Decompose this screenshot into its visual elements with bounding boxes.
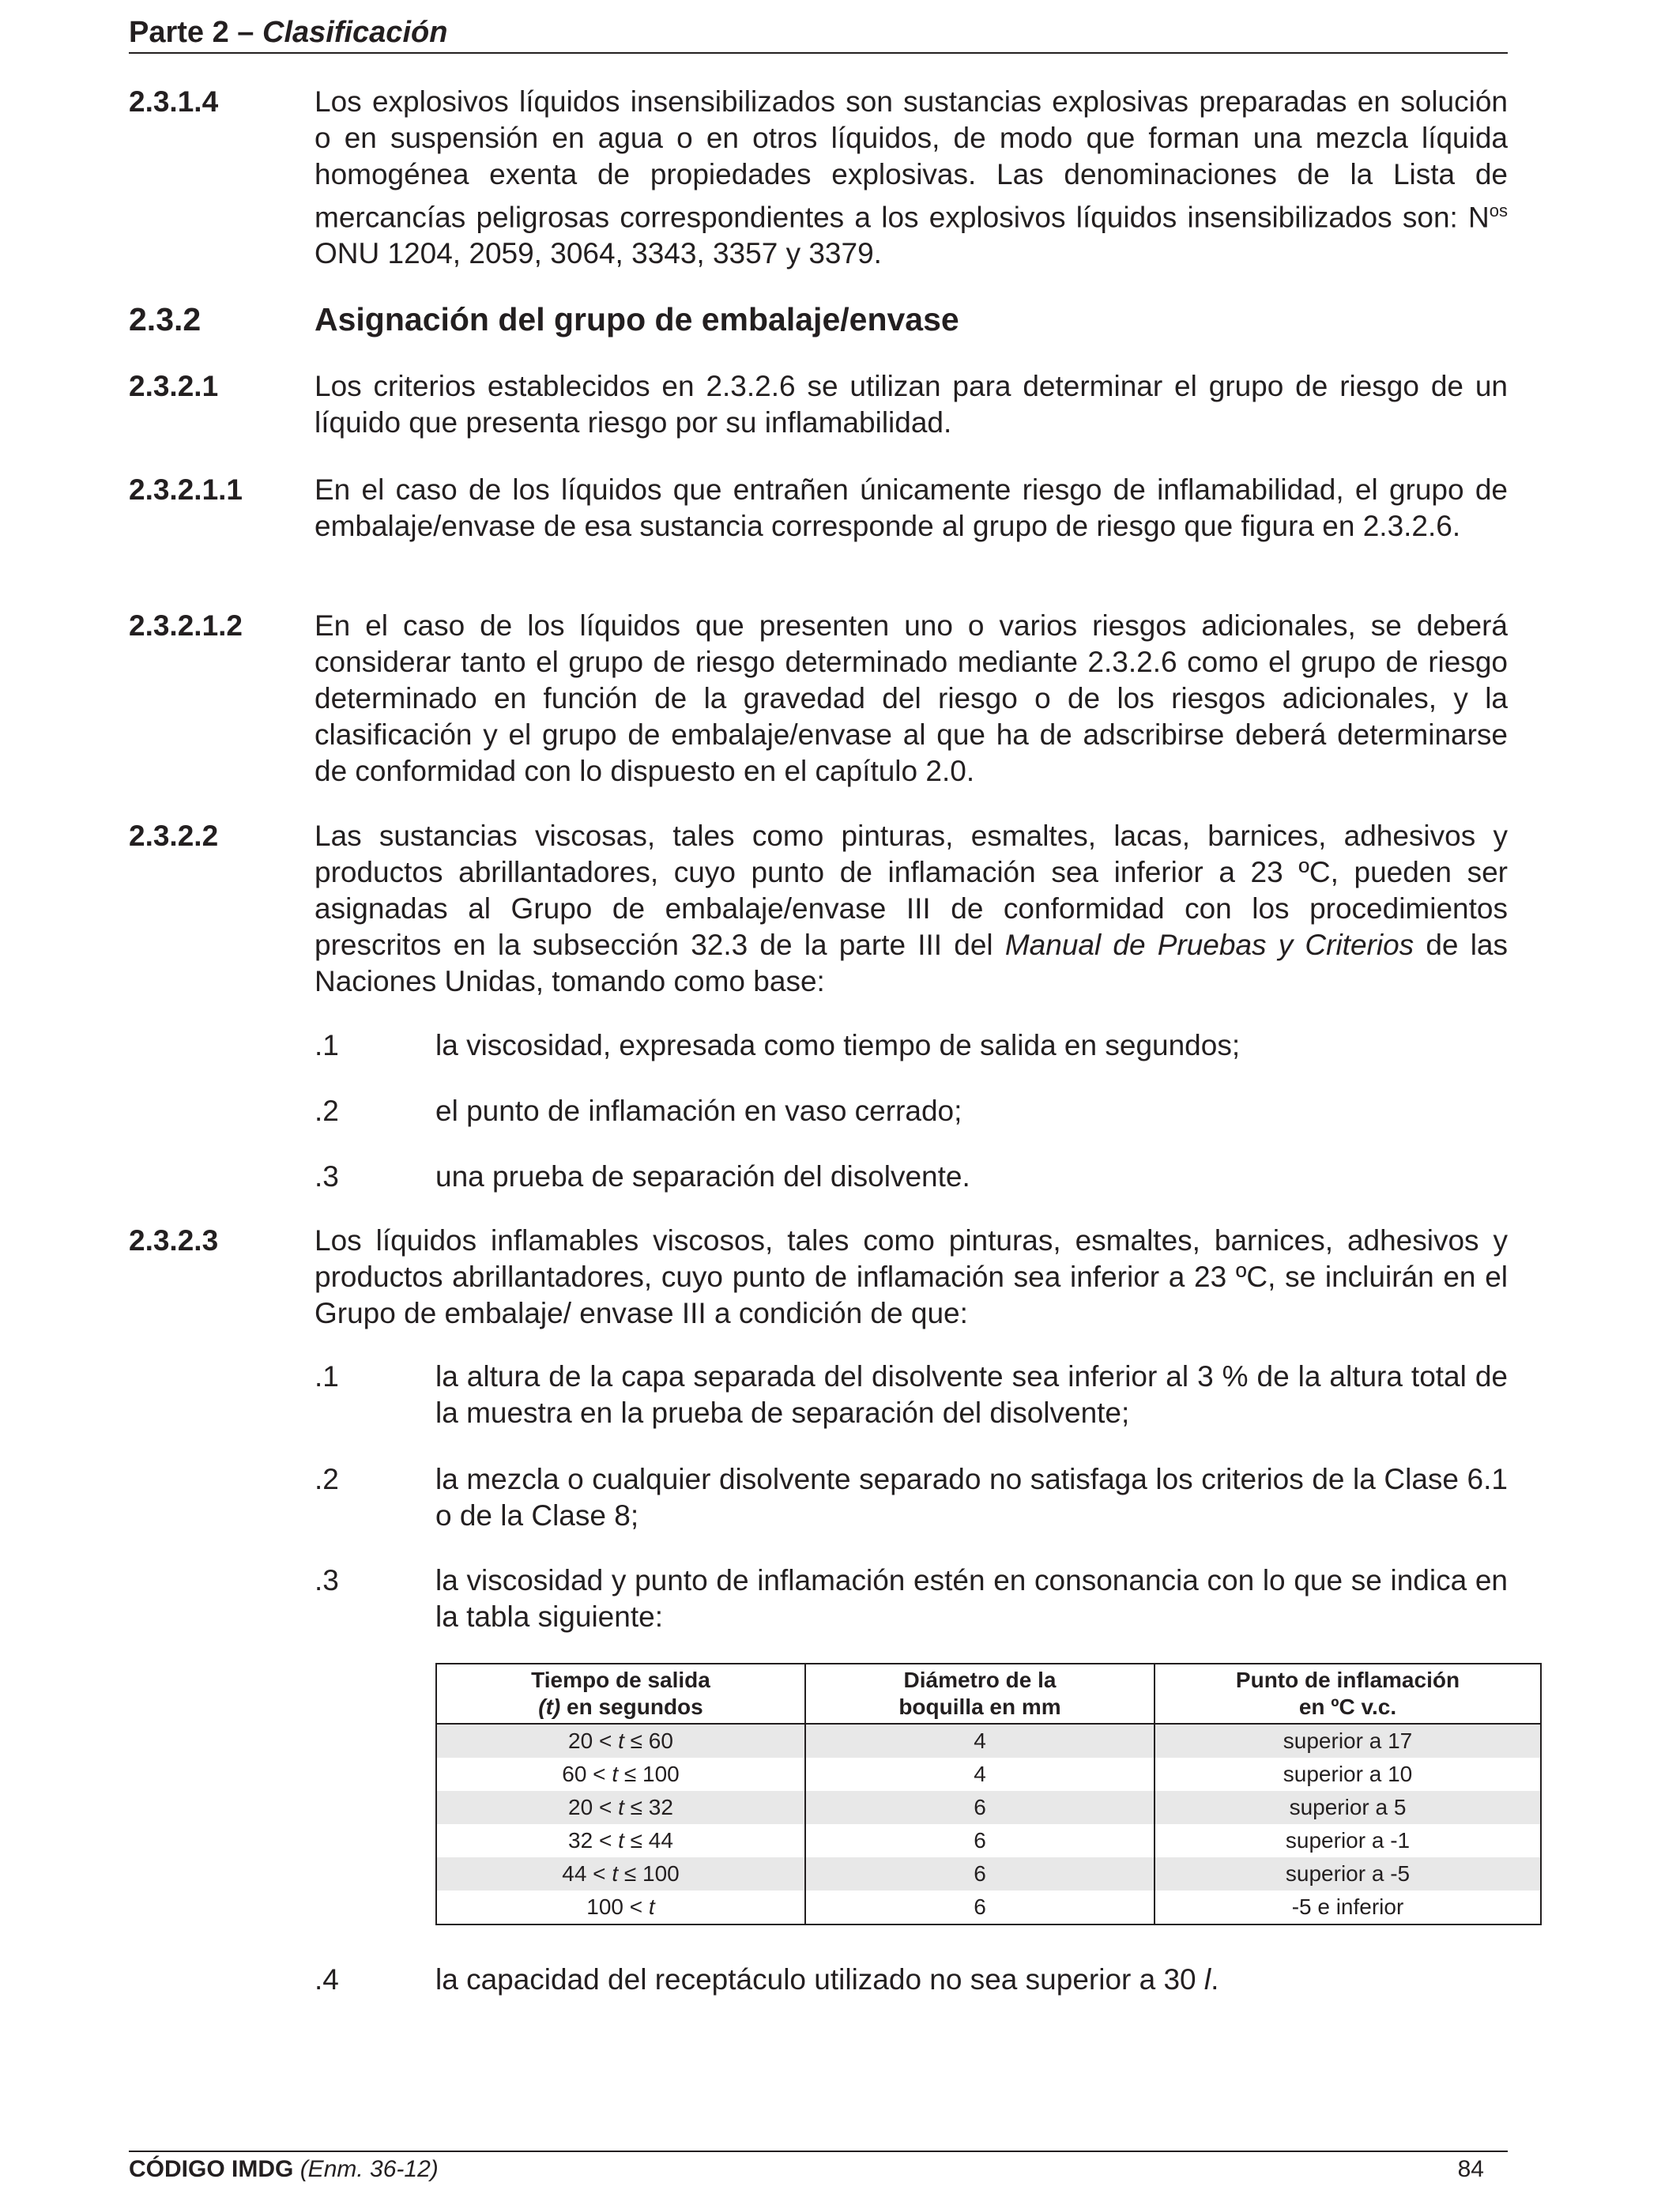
section-text: Los criterios establecidos en 2.3.2.6 se utilizan para determinar el grupo de riesgo de un líquido que presenta riesgo por su inflamabilidad. bbox=[315, 370, 1508, 439]
cell-time: 20 < t ≤ 60 bbox=[436, 1724, 805, 1758]
list-item-text: el punto de inflamación en vaso cerrado; bbox=[435, 1095, 962, 1127]
footer-edition: (Enm. 36-12) bbox=[299, 2156, 439, 2182]
section-number: 2.3.2.3 bbox=[129, 1224, 219, 1257]
table-row bbox=[436, 1758, 1541, 1791]
section-2-3-2-2 bbox=[129, 818, 1508, 1000]
cell-time: 44 < t ≤ 100 bbox=[436, 1857, 805, 1891]
list-item-text: la capacidad del receptáculo utilizado no sea superior a 30 l. bbox=[435, 1963, 1219, 1996]
section-number: 2.3.2.2 bbox=[129, 820, 219, 852]
list-item bbox=[129, 1093, 1508, 1129]
list-marker: .2 bbox=[315, 1463, 339, 1495]
list-marker: .3 bbox=[315, 1564, 339, 1596]
cell-time: 60 < t ≤ 100 bbox=[436, 1758, 805, 1791]
table-row bbox=[436, 1724, 1541, 1758]
list-item bbox=[129, 1563, 1508, 1635]
list-marker: .3 bbox=[315, 1160, 339, 1193]
list-marker: .1 bbox=[315, 1360, 339, 1393]
unit-liter: l bbox=[1203, 1963, 1211, 1996]
cell-flash-point: superior a -5 bbox=[1155, 1857, 1541, 1891]
cell-flash-point: superior a -1 bbox=[1155, 1824, 1541, 1857]
section-number: 2.3.2.1.1 bbox=[129, 473, 243, 506]
list-item-text: la viscosidad, expresada como tiempo de salida en segundos; bbox=[435, 1029, 1241, 1061]
list-marker: .4 bbox=[315, 1963, 339, 1996]
table-row bbox=[436, 1857, 1541, 1891]
section-number: 2.3.1.4 bbox=[129, 85, 219, 118]
section-2-3-2-1-1 bbox=[129, 472, 1508, 545]
list-item bbox=[129, 1962, 1508, 1998]
viscosity-table bbox=[435, 1663, 1542, 1925]
cell-diameter: 6 bbox=[805, 1891, 1155, 1924]
italic-title: Manual de Pruebas y Criterios bbox=[1004, 929, 1414, 961]
table-row bbox=[436, 1824, 1541, 1857]
section-text: Las sustancias viscosas, tales como pinturas, esmaltes, lacas, barnices, adhesivos y productos abrillantadores, cuyo punto de inflamación sea inferior a 23 ºC, pueden ser asignadas al Grupo de embalaje/envase III de conformidad con los procedimientos prescritos en la subsección 32.3 de la parte III del Manual de Pruebas y Criterios de las Naciones Unidas, tomando como base: bbox=[315, 820, 1508, 997]
page-number: 84 bbox=[1457, 2156, 1484, 2182]
cell-flash-point: superior a 17 bbox=[1155, 1724, 1541, 1758]
page-footer bbox=[129, 2151, 1508, 2188]
cell-flash-point: superior a 10 bbox=[1155, 1758, 1541, 1791]
list-marker: .2 bbox=[315, 1095, 339, 1127]
list-item-text: una prueba de separación del disolvente. bbox=[435, 1160, 970, 1193]
cell-diameter: 6 bbox=[805, 1791, 1155, 1824]
section-text: En el caso de los líquidos que presenten uno o varios riesgos adicionales, se deberá considerar tanto el grupo de riesgo determinado mediante 2.3.2.6 como el grupo de riesgo determinado en función de la gravedad del riesgo o de los riesgos adicionales, y la clasificación y el grupo de embalaje/envase al que ha de adscribirse deberá determinarse de conformidad con lo dispuesto en el capítulo 2.0. bbox=[315, 609, 1508, 787]
table-row bbox=[436, 1891, 1541, 1924]
list-item-text: la altura de la capa separada del disolvente sea inferior al 3 % de la altura total de la muestra en la prueba de separación del disolvente; bbox=[435, 1360, 1508, 1429]
section-number: 2.3.2.1 bbox=[129, 370, 219, 402]
cell-diameter: 4 bbox=[805, 1724, 1155, 1758]
header-title: Clasificación bbox=[262, 16, 448, 49]
list-marker: .1 bbox=[315, 1029, 339, 1061]
list-item bbox=[129, 1159, 1508, 1195]
page-header bbox=[129, 11, 1508, 54]
table-header-row bbox=[436, 1664, 1541, 1724]
section-text: Los explosivos líquidos insensibilizados son sustancias explosivas preparadas en solución o en suspensión en agua o en otros líquidos, de modo que forman una mezcla líquida homogénea exenta de propiedades explosivas. Las denominaciones de la Lista de mercancías peligrosas correspondientes a los explosivos líquidos insensibilizados son: $N^{os}$ ONU 1204, 2059, 3064, 3343, 3357 y 3379. bbox=[315, 85, 1508, 270]
cell-diameter: 4 bbox=[805, 1758, 1155, 1791]
section-2-3-2-1 bbox=[129, 368, 1508, 441]
header-part: Parte 2 – bbox=[129, 16, 262, 49]
cell-time: 20 < t ≤ 32 bbox=[436, 1791, 805, 1824]
table-row bbox=[436, 1791, 1541, 1824]
footer-code: CÓDIGO IMDG bbox=[129, 2156, 294, 2182]
list-item-text: la mezcla o cualquier disolvente separado no satisfaga los criterios de la Clase 6.1 o de la Clase 8; bbox=[435, 1463, 1508, 1532]
header-outflow-time: Tiempo de salida (t) en segundos bbox=[436, 1664, 805, 1724]
superscript: os bbox=[1489, 201, 1508, 221]
section-2-3-2-1-2 bbox=[129, 608, 1508, 790]
cell-time: 100 < t bbox=[436, 1891, 805, 1924]
list-item-text: la viscosidad y punto de inflamación estén en consonancia con lo que se indica en la tabla siguiente: bbox=[435, 1564, 1508, 1633]
cell-time: 32 < t ≤ 44 bbox=[436, 1824, 805, 1857]
section-2-3-2 bbox=[129, 300, 1508, 339]
section-2-3-1-4 bbox=[129, 84, 1508, 272]
header-nozzle-diameter: Diámetro de la boquilla en mm bbox=[805, 1664, 1155, 1724]
header-flash-point: Punto de inflamación en ºC v.c. bbox=[1155, 1664, 1541, 1724]
list-item bbox=[129, 1461, 1508, 1534]
section-2-3-2-3 bbox=[129, 1223, 1508, 1332]
cell-flash-point: superior a 5 bbox=[1155, 1791, 1541, 1824]
section-heading: Asignación del grupo de embalaje/envase bbox=[315, 301, 959, 337]
cell-flash-point: -5 e inferior bbox=[1155, 1891, 1541, 1924]
cell-diameter: 6 bbox=[805, 1857, 1155, 1891]
section-number: 2.3.2.1.2 bbox=[129, 609, 243, 642]
section-number: 2.3.2 bbox=[129, 301, 202, 337]
list-item bbox=[129, 1027, 1508, 1064]
section-text: En el caso de los líquidos que entrañen únicamente riesgo de inflamabilidad, el grupo de embalaje/envase de esa sustancia corresponde al grupo de riesgo que figura en 2.3.2.6. bbox=[315, 473, 1508, 542]
section-text: Los líquidos inflamables viscosos, tales como pinturas, esmaltes, barnices, adhesivos y productos abrillantadores, cuyo punto de inflamación sea inferior a 23 ºC, se incluirán en el Grupo de embalaje/ envase III a condición de que: bbox=[315, 1224, 1508, 1329]
cell-diameter: 6 bbox=[805, 1824, 1155, 1857]
list-item bbox=[129, 1359, 1508, 1431]
